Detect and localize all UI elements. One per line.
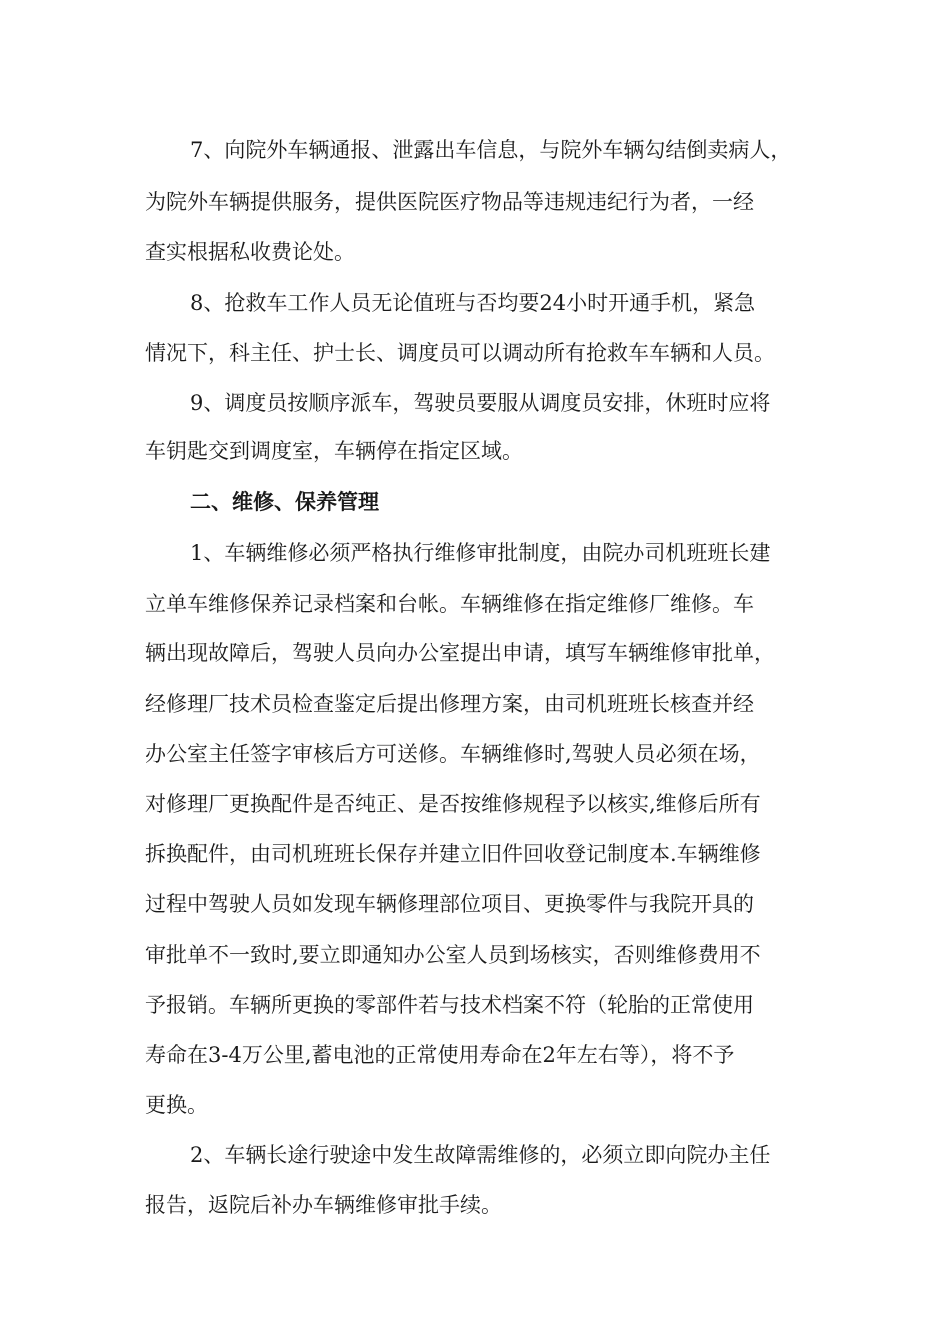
section2-paragraph-1-line-5: 办公室主任签字审核后方可送修。车辆维修时,驾驶人员必须在场， xyxy=(145,742,761,766)
section2-paragraph-1-line-1: 1、车辆维修必须严格执行维修审批制度，由院办司机班班长建 xyxy=(190,541,771,565)
paragraph-7-line-1: 7、向院外车辆通报、泄露出车信息，与院外车辆勾结倒卖病人， xyxy=(190,138,792,162)
paragraph-9-line-1: 9、调度员按顺序派车，驾驶员要服从调度员安排，休班时应将 xyxy=(190,391,771,415)
section2-paragraph-1-line-6: 对修理厂更换配件是否纯正、是否按维修规程予以核实,维修后所有 xyxy=(145,792,761,816)
section2-paragraph-1-line-10: 予报销。车辆所更换的零部件若与技术档案不符（轮胎的正常使用 xyxy=(145,993,754,1017)
section2-paragraph-1-line-12: 更换。 xyxy=(145,1093,208,1117)
paragraph-7-line-3: 查实根据私收费论处。 xyxy=(145,240,355,264)
section2-paragraph-1-line-11: 寿命在3-4万公里,蓄电池的正常使用寿命在2年左右等），将不予 xyxy=(145,1043,735,1067)
section2-paragraph-1-line-8: 过程中驾驶人员如发现车辆修理部位项目、更换零件与我院开具的 xyxy=(145,892,754,916)
section2-paragraph-1-line-4: 经修理厂技术员检查鉴定后提出修理方案，由司机班班长核查并经 xyxy=(145,692,754,716)
paragraph-7-line-2: 为院外车辆提供服务，提供医院医疗物品等违规违纪行为者，一经 xyxy=(145,190,754,214)
section2-paragraph-1-line-2: 立单车维修保养记录档案和台帐。车辆维修在指定维修厂维修。车 xyxy=(145,592,754,616)
paragraph-8-line-1: 8、抢救车工作人员无论值班与否均要24小时开通手机，紧急 xyxy=(190,291,756,315)
section2-paragraph-1-line-9: 审批单不一致时,要立即通知办公室人员到场核实，否则维修费用不 xyxy=(145,943,761,967)
section2-paragraph-2-line-2: 报告，返院后补办车辆维修审批手续。 xyxy=(145,1193,502,1217)
paragraph-8-line-2: 情况下，科主任、护士长、调度员可以调动所有抢救车车辆和人员。 xyxy=(145,341,775,365)
section2-paragraph-1-line-3: 辆出现故障后，驾驶人员向办公室提出申请，填写车辆维修审批单， xyxy=(145,641,775,665)
section-heading: 二、维修、保养管理 xyxy=(190,490,379,514)
section2-paragraph-1-line-7: 拆换配件，由司机班班长保存并建立旧件回收登记制度本.车辆维修 xyxy=(145,842,761,866)
section2-paragraph-2-line-1: 2、车辆长途行驶途中发生故障需维修的，必须立即向院办主任 xyxy=(190,1143,771,1167)
paragraph-9-line-2: 车钥匙交到调度室，车辆停在指定区域。 xyxy=(145,439,523,463)
